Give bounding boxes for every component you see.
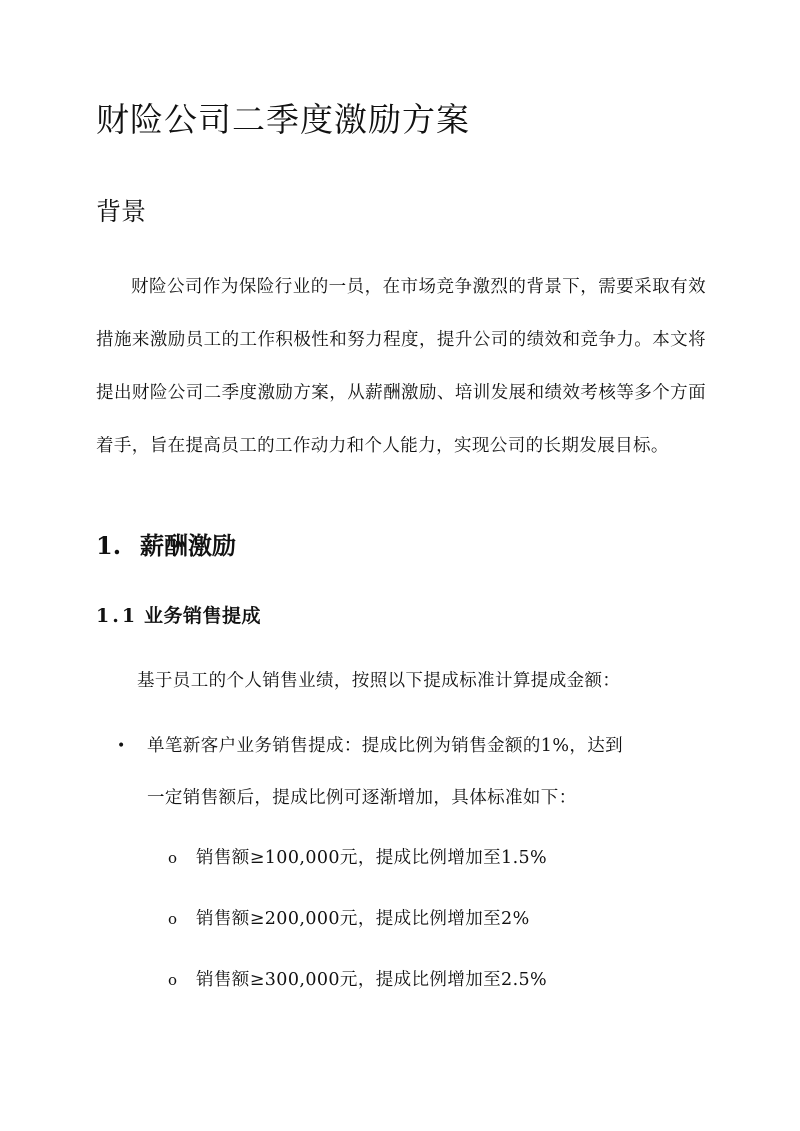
- subsection-1-1-number: 1.1: [96, 605, 139, 627]
- list-item: [168, 904, 530, 934]
- sub-bullet-marker: o: [168, 849, 178, 867]
- sub-item-text: 销售额≥200,000元，提成比例增加至2%: [196, 909, 530, 929]
- section-1-title: 薪酬激励: [140, 531, 236, 560]
- bullet-marker: •: [117, 738, 126, 754]
- section-1-heading: [96, 526, 236, 566]
- bullet-text-line-1: 单笔新客户业务销售提成：提成比例为销售金额的1%，达到: [147, 736, 624, 756]
- sub-bullet-marker: o: [168, 910, 178, 928]
- background-heading: 背景: [96, 197, 147, 226]
- background-paragraph: 财险公司作为保险行业的一员，在市场竞争激烈的背景下，需要采取有效措施来激励员工的工作积极性和努力程度，提升公司的绩效和竞争力。本文将提出财险公司二季度激励方案，从薪酬激励、培训发展和绩效考核等多个方面着手，旨在提高员工的工作动力和个人能力，实现公司的长期发展目标。: [96, 277, 706, 456]
- subsection-1-1-title: 业务销售提成: [144, 605, 262, 627]
- subsection-1-1-heading: [96, 600, 261, 632]
- bullet-text: [147, 731, 707, 813]
- bullet-text-line-2: 一定销售额后，提成比例可逐渐增加，具体标准如下：: [147, 788, 577, 808]
- sub-item-text: 销售额≥100,000元，提成比例增加至1.5%: [196, 848, 548, 868]
- subsection-intro: 基于员工的个人销售业绩，按照以下提成标准计算提成金额：: [137, 671, 621, 691]
- section-1-number: 1.: [96, 531, 122, 560]
- document-title: 财险公司二季度激励方案: [96, 100, 470, 139]
- sub-item-text: 销售额≥300,000元，提成比例增加至2.5%: [196, 970, 548, 990]
- list-item: [168, 843, 547, 873]
- sub-bullet-marker: o: [168, 971, 178, 989]
- list-item: [168, 965, 547, 995]
